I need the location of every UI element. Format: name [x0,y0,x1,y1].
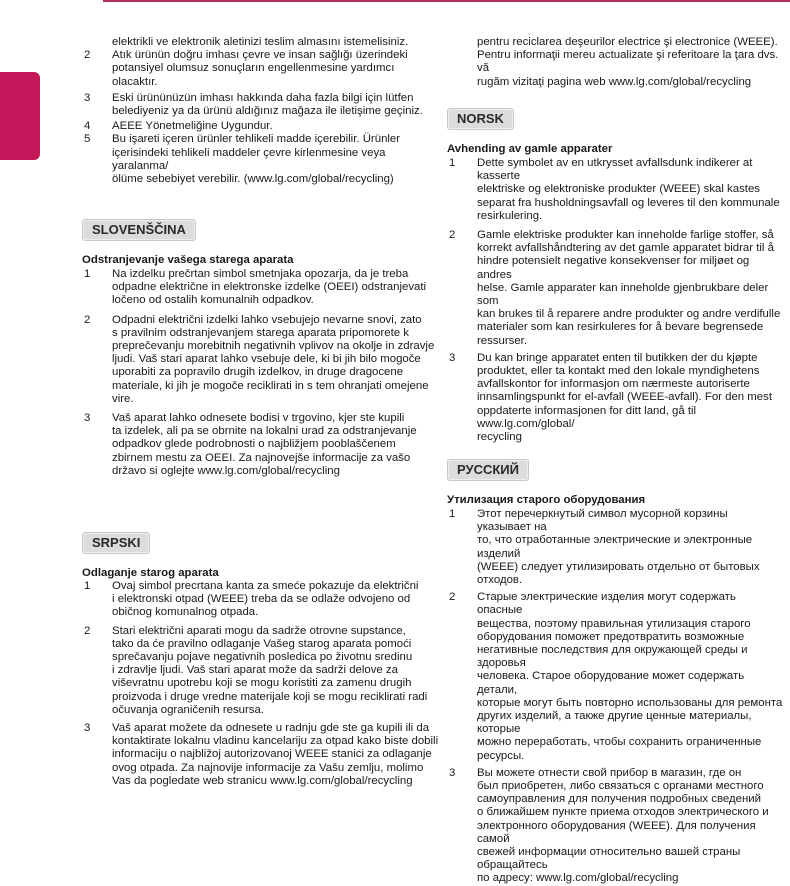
list-item: 5 Bu işareti içeren ürünler tehlikeli madde içerebilir. Ürünler içerisindeki tehlikeli maddeler çevre kirlenmesine veya yaralanma/ ölüme sebebiyet verebilir. (www.lg.com/global/recycling) [84,133,401,186]
list-item: 3 Du kan bringe apparatet enten til butikken der du kjøpte produktet, eller ta kontakt med den lokale myndighetens avfallskontor for informasjon om nærmeste autoriserte innsamlingspunkt for el-avfall (WEEE-avfall). For den mest oppdaterte informasjonen for ditt land, gå til www.lg.com/global/ recycling [449,351,772,444]
list-item: 3 Eski ürününüzün imhası hakkında daha fazla bilgi için lütfen belediyeniz ya da ürünü aldığınız mağaza ile iletişime geçiniz. [84,91,423,118]
serbian-list [82,580,440,788]
list-item: 3 Вы можете отнести свой прибор в магазин, где он был приобретен, либо связаться с органами местного самоуправления для получения подробных сведений о ближайшем пункте приема отходов электрического и электронного оборудования (WEEE). Для получения самой свежей информации относительно вашей страны обращайтесь по адресу: www.lg.com/global/recycling [449,766,769,885]
russian-list [447,508,783,886]
list-item: 1 Этот перечеркнутый символ мусорной корзины указывает на то, что отработанные электрические и электронные изделий (WEEE) следует утилизировать отдельно от бытовых отходов. [449,508,760,587]
section-heading-russian: РУССКИЙ [447,459,529,481]
list-item: 1 Ovaj simbol precrtana kanta za smeće pokazuje da električni i elektronski otpad (WEEE) treba da se odlaže odvojeno od običnog komunalnog otpada. [84,580,419,619]
list-item: 2 Atık ürünün doğru imhası çevre ve insan sağlığı üzerindeki potansiyel olumsuz sonuçların engellenmesine yardımcı olacaktır. [84,49,408,88]
section-subhead: Avhending av gamle apparater [447,143,613,155]
slovenian-list [82,268,440,478]
turkish-tail-text: elektrikli ve elektronik aletinizi teslim almasını istemelisiniz. [112,36,409,48]
list-item: 1 Dette symbolet av en utkrysset avfallsdunk indikerer at kasserte elektriske og elektroniske produkter (WEEE) skal kastes separat fra husholdningsavfall og leveres til den kommunale resirkulering. [449,157,780,222]
section-heading-srpski: SRPSKI [82,532,150,554]
norwegian-list [447,157,783,444]
list-item: 4 AEEE Yönetmeliğine Uygundur. [84,120,273,133]
section-subhead: Odlaganje starog aparata [82,567,219,579]
section-subhead: Odstranjevanje vašega starega aparata [82,254,294,266]
list-item: 2 Stari električni aparati mogu da sadrže otrovne supstance, tako da će pravilno odlaganje Vašeg starog aparata pomoći sprečavanju pojave negativnih posledica po životnu sredinu i zdravlje ljudi. Vaš stari aparat može da sadrži delove za viševratnu upotrebu koji se mogu koristiti za zamenu drugih proizvoda i druge vredne materijale koji se mogu reciklirati radi očuvanja ograničenih resursa. [84,624,428,716]
section-subhead: Утилизация старого оборудования [447,494,646,506]
top-accent-rule [103,0,790,2]
list-item: 2 Gamle elektriske produkter kan inneholde farlige stoffer, så korrekt avfallshåndtering av det gamle apparatet bidrar til å hindre potensielt negative konsekvenser for miljøet og andres helse. Gamle apparater kan inneholde gjenbrukbare deler som kan brukes til å reparere andre produkter og andre verdifulle materialer som kan resirkuleres for å bevare begrensede ressurser. [449,229,781,347]
romanian-tail [447,36,783,89]
list-item: 3 Vaš aparat lahko odnesete bodisi v trgovino, kjer ste kupili ta izdelek, ali pa se obrnite na lokalni urad za odstranjevanje odpadkov glede podrobnosti o najbližjem pooblaščenem zbirnem mestu za OEEI. Za najnovejše informacije za vašo državo si oglejte www.lg.com/global/recycling [84,412,417,477]
romanian-tail-text: pentru reciclarea deşeurilor electrice şi electronice (WEEE). Pentru informaţii mereu actualizate şi referitoare la ţara dvs. vă rugăm vizitaţi pagina web www.lg.com/global/recycling [477,36,779,88]
section-side-tab [0,72,40,160]
list-item: 3 Vaš aparat možete da odnesete u radnju gde ste ga kupili ili da kontaktirate lokalnu vladinu kancelariju za otpad kako biste dobili informaciju o najbližoj autorizovanoj WEEE stanici za odlaganje ovog otpada. Za najnovije informacije za Vašu zemlju, molimo Vas da pogledate web stranicu www.lg.com/global/recycling [84,722,439,787]
list-item: 1 Na izdelku prečrtan simbol smetnjaka opozarja, da je treba odpadne električne in elektronske izdelke (OEEI) odstranjevati ločeno od ostalih komunalnih odpadkov. [84,268,427,307]
section-heading-norsk: NORSK [447,108,514,130]
turkish-section [82,36,440,186]
list-item: 2 Старые электрические изделия могут содержать опасные вещества, поэтому правильная утилизация старого оборудования поможет предотвратить возможные негативные последствия для окружающей среды и здоровья человека. Старое оборудование может содержать детали, которые могут быть повторно использованы для ремонта других изделий, а также другие ценные материалы, которые можно переработать, чтобы сохранить ограниченные ресурсы. [449,591,783,762]
section-heading-slovenscina: SLOVENŠČINA [82,219,196,241]
list-item: 2 Odpadni električni izdelki lahko vsebujejo nevarne snovi, zato s pravilnim odstranjevanjem starega aparata pripomorete k preprečevanju morebitnih negativnih vplivov na okolje in zdravje ljudi. Vaš stari aparat lahko vsebuje dele, ki bi jih bilo mogoče uporabiti za popravilo drugih izdelkov, in druge dragocene materiale, ki jih je mogoče reciklirati in s tem ohranjati omejene vire. [84,313,435,405]
